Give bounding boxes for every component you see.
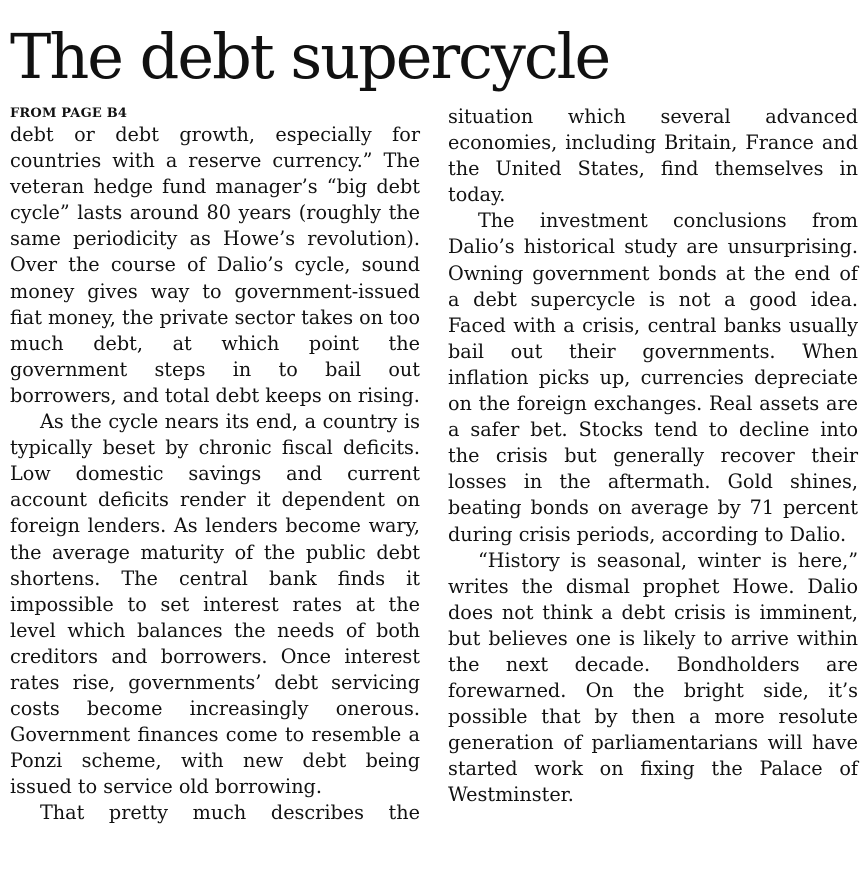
headline: The debt supercycle xyxy=(10,20,610,93)
body-paragraph: debt or debt growth, especially for countries with a reserve currency.” The veteran hedge fund manager’s “big debt cycle” lasts around 80 years (roughly the same periodicity as Howe’s revolution). Over the course of Dalio’s cycle, sound money gives way to government-issued fiat money, the private sector takes on too much debt, at which point the government steps in to bail out borrowers, and total debt keeps on rising. xyxy=(10,123,420,407)
body-paragraph: That pretty much describes the xyxy=(40,801,420,825)
body-paragraph: As the cycle nears its end, a country is typically beset by chronic fiscal deficits. Low domestic savings and current account deficits render it dependent on foreign lenders. As lenders become wary, the average maturity of the public debt shortens. The central bank finds it impossible to set interest rates at the level which balances the needs of both creditors and borrowers. Once interest rates rise, governments’ debt servicing costs become increasingly onerous. Government finances come to resemble a Ponzi scheme, with new debt being issued to service old borrowing. xyxy=(10,410,420,799)
article-column-left xyxy=(10,104,420,827)
body-paragraph: “History is seasonal, winter is here,” writes the dismal prophet Howe. Dalio does not think a debt crisis is imminent, but believes one is likely to arrive within the next decade. Bondholders are forewarned. On the bright side, it’s possible that by then a more resolute generation of parliamentarians will have started work on fixing the Palace of Westminster. xyxy=(448,548,858,807)
body-paragraph: situation which several advanced economies, including Britain, France and the United States, find themselves in today. xyxy=(448,105,858,207)
article-column-right xyxy=(448,104,858,809)
body-paragraph: The investment conclusions from Dalio’s historical study are unsurprising. Owning government bonds at the end of a debt supercycle is not a good idea. Faced with a crisis, central banks usually bail out their governments. When inflation picks up, currencies depreciate on the foreign exchanges. Real assets are a safer bet. Stocks tend to decline into the crisis but generally recover their losses in the aftermath. Gold shines, beating bonds on average by 71 percent during crisis periods, according to Dalio. xyxy=(448,209,858,546)
continuation-label: FROM PAGE B4 xyxy=(10,106,128,121)
